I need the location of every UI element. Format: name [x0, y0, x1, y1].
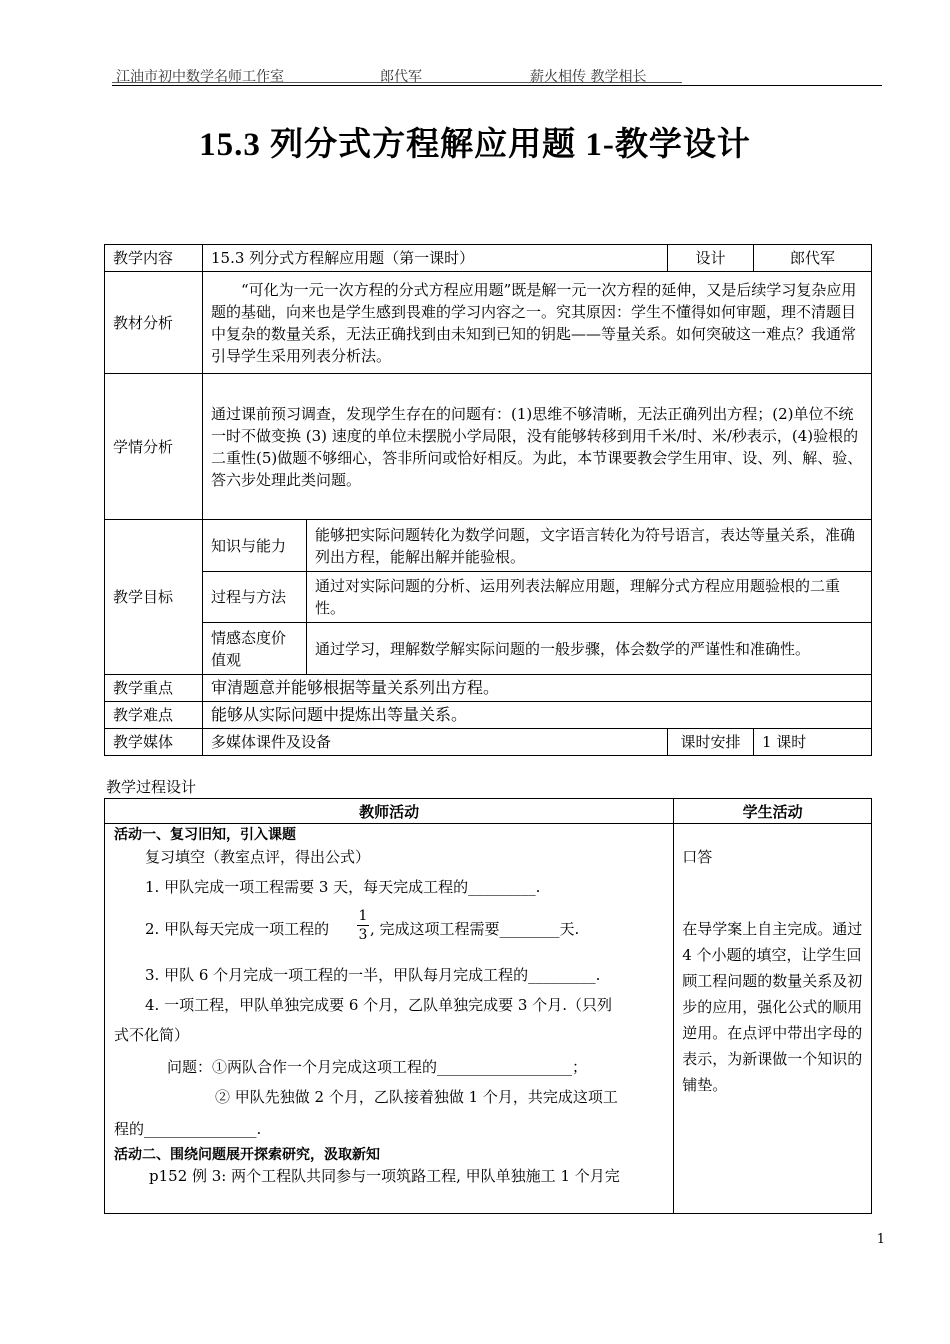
fraction-numerator: 1: [358, 908, 368, 924]
table-row: [105, 245, 872, 272]
table-row: [105, 824, 872, 1214]
header-teacher: 郎代军: [380, 69, 422, 85]
fraction-bar: [357, 925, 369, 926]
teacher-activity-header: 教师活动: [105, 799, 674, 824]
goal-text-process: 通过对实际问题的分析、运用列表法解应用题，理解分式方程应用题验根的二重性。: [307, 572, 872, 623]
material-label: 教材分析: [105, 272, 203, 374]
question-4-ask1: 问题：①两队合作一个月完成这项工程的__________________；: [167, 1058, 588, 1076]
goals-label: 教学目标: [105, 520, 203, 675]
process-table: [104, 798, 872, 1214]
situation-text: 通过课前预习调查，发现学生存在的问题有：(1)思维不够清晰，无法正确列出方程；(2)单位不统一时不做变换 (3) 速度的单位未摆脱小学局限，没有能够转移到用千米/时、米/秒表示，(4)验根的二重性(5)做题不够细心，答非所问或恰好相反。为此，本节课要教会学生用审、设、列、解、验、答六步处理此类问题。: [203, 374, 872, 520]
student-answer: 口答: [682, 848, 713, 866]
activity2-title: 活动二、围绕问题展开探索研究，汲取新知: [114, 1147, 380, 1163]
key-text: 审清题意并能够根据等量关系列出方程。: [203, 675, 872, 702]
goal-label-process: 过程与方法: [203, 572, 307, 623]
document-title: 15.3 列分式方程解应用题 1-教学设计: [199, 127, 751, 163]
designer-name: 郎代军: [754, 245, 872, 272]
goal-text-attitude: 通过学习，理解数学解实际问题的一般步骤，体会数学的严谨性和准确性。: [307, 623, 872, 675]
question-4-line2: 式不化简）: [114, 1026, 190, 1044]
media-text: 多媒体课件及设备: [203, 729, 668, 756]
table-row: [105, 272, 872, 374]
question-4-ask2-line1: ② 甲队先独做 2 个月，乙队接着独做 1 个月，共完成这项工: [215, 1088, 618, 1106]
question-3: 3. 甲队 6 个月完成一项工程的一半，甲队每月完成工程的_________.: [145, 966, 601, 984]
hours-text: 1 课时: [754, 729, 872, 756]
process-section-label: 教学过程设计: [106, 778, 197, 796]
question-4-ask2-line2: 程的_______________.: [114, 1120, 262, 1138]
question-4-line1: 4. 一项工程，甲队单独完成要 6 个月，乙队单独完成要 3 个月.（只列: [145, 996, 613, 1014]
content-value: 15.3 列分式方程解应用题（第一课时）: [203, 245, 668, 272]
goal-label-attitude: 情感态度价值观: [203, 623, 307, 675]
key-label: 教学重点: [105, 675, 203, 702]
table-row: [105, 374, 872, 520]
material-text: “可化为一元一次方程的分式方程应用题”既是解一元一次方程的延伸，又是后续学习复杂应用题的基础，向来也是学生感到畏难的学习内容之一。究其原因：学生不懂得如何审题，理不清题目中复杂的数量关系，无法正确找到由未知到已知的钥匙——等量关系。如何突破这一难点？我通常引导学生采用列表分析法。: [203, 272, 872, 374]
question-1: 1. 甲队完成一项工程需要 3 天，每天完成工程的_________.: [145, 878, 541, 896]
design-label: 设计: [668, 245, 754, 272]
student-activity-header: 学生活动: [674, 799, 872, 824]
table-row: [105, 799, 872, 824]
header-studio: 江油市初中数学名师工作室: [116, 69, 284, 85]
goal-label-knowledge: 知识与能力: [203, 520, 307, 572]
table-row: [105, 702, 872, 729]
page-number: 1: [876, 1232, 885, 1247]
hours-label: 课时安排: [668, 729, 754, 756]
media-label: 教学媒体: [105, 729, 203, 756]
table-row: [105, 675, 872, 702]
difficulty-label: 教学难点: [105, 702, 203, 729]
table-row: [105, 729, 872, 756]
situation-label: 学情分析: [105, 374, 203, 520]
activity1-title: 活动一、复习旧知，引入课题: [114, 827, 296, 843]
question-2-post: , 完成这项工程需要________天.: [370, 920, 580, 938]
goal-text-knowledge: 能够把实际问题转化为数学问题，文字语言转化为符号语言，表达等量关系，准确列出方程，能解出解并能验根。: [307, 520, 872, 572]
lesson-info-table: [104, 244, 872, 756]
question-2-pre: 2. 甲队每天完成一项工程的: [145, 920, 330, 938]
header-underline: [112, 82, 682, 83]
student-activity-cell: [674, 824, 872, 1214]
fraction-one-third: [357, 908, 369, 943]
review-intro: 复习填空（教室点评，得出公式）: [145, 848, 371, 866]
student-text: 在导学案上自主完成。通过 4 个小题的填空，让学生回顾工程问题的数量关系及初步的应用，强化公式的顺用逆用。在点评中带出字母的表示，为新课做一个知识的铺垫。: [682, 920, 863, 1094]
content-label: 教学内容: [105, 245, 203, 272]
table-row: [105, 572, 872, 623]
table-row: [105, 520, 872, 572]
page-header: [112, 66, 882, 86]
example-3: p152 例 3: 两个工程队共同参与一项筑路工程, 甲队单独施工 1 个月完: [149, 1167, 620, 1185]
header-motto: 薪火相传 教学相长: [530, 69, 647, 85]
table-row: [105, 623, 872, 675]
difficulty-text: 能够从实际问题中提炼出等量关系。: [203, 702, 872, 729]
teacher-activity-cell: [105, 824, 674, 1214]
fraction-denominator: 3: [358, 927, 368, 943]
